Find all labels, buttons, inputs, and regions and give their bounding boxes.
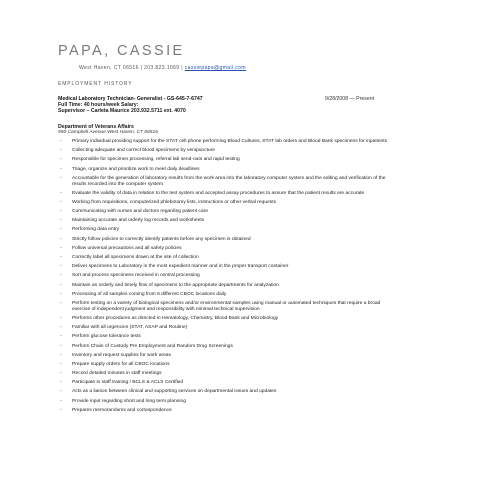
- contact-line: [79, 65, 246, 71]
- duty-item: [60, 176, 390, 188]
- bullet-dash: -: [60, 300, 62, 306]
- job-hours: Full Time: 40 hours/week Salary:: [58, 102, 139, 108]
- bullet-dash: -: [60, 264, 62, 270]
- duty-text: Collecting adequate and correct blood specimens by venipuncture: [72, 148, 216, 154]
- duty-text: Perform Chain of Custody Pre Employment and Random Drug Screenings: [72, 343, 233, 349]
- duty-item: [60, 167, 390, 173]
- duty-text: Maintain an orderly and timely flow of specimens to the appropriate departments for analyzation: [72, 282, 279, 288]
- bullet-dash: -: [60, 236, 62, 242]
- duty-item: [60, 227, 390, 233]
- duty-text: Prepare supply orders for all CBOC locations: [72, 361, 170, 367]
- duty-item: [60, 273, 390, 279]
- duty-text: Perform glucose tolerance tests: [72, 334, 141, 340]
- bullet-dash: -: [60, 371, 62, 377]
- bullet-dash: -: [60, 291, 62, 297]
- duty-item: [60, 316, 390, 322]
- duty-text: Evaluate the validity of data in relation to the test system and accepted assay procedures to assure that the patient results are accurate: [72, 190, 365, 196]
- duty-text: Performs other procedures as directed in Hematology, Chemistry, Blood Bank and Microbiology: [72, 315, 279, 321]
- duty-item: [60, 353, 390, 359]
- duty-item: [60, 371, 390, 377]
- duty-item: [60, 380, 390, 386]
- bullet-dash: -: [60, 190, 62, 196]
- duty-text: Processing of all samples coming from 6 different CBOC locations daily: [72, 291, 227, 297]
- duty-item: [60, 218, 390, 224]
- duty-text: Familiar with all urgencies (STAT, ASAP and Routine): [72, 325, 188, 331]
- duty-item: [60, 292, 390, 298]
- bullet-dash: -: [60, 343, 62, 349]
- duty-item: [60, 200, 390, 206]
- bullet-dash: -: [60, 175, 62, 181]
- duty-text: Communicating with nurses and doctors regarding patient care: [72, 209, 208, 215]
- employer-name: Department of Veterans Affairs: [58, 124, 134, 130]
- duty-item: [60, 148, 390, 154]
- bullet-dash: -: [60, 282, 62, 288]
- contact-details: West Haven, CT 06516 | 203.823.1069 |: [79, 65, 183, 71]
- duty-text: Provide input regarding short and long term planning: [72, 398, 186, 404]
- duty-item: [60, 301, 390, 313]
- duty-item: [60, 209, 390, 215]
- bullet-dash: -: [60, 218, 62, 224]
- duty-item: [60, 157, 390, 163]
- duty-text: Maintaining accurate and orderly log records and worksheets: [72, 218, 205, 224]
- duty-item: [60, 264, 390, 270]
- email-link[interactable]: cassiepapa@gmail.com: [184, 65, 246, 71]
- bullet-dash: -: [60, 255, 62, 261]
- bullet-dash: -: [60, 199, 62, 205]
- duties-list: [60, 139, 390, 417]
- bullet-dash: -: [60, 139, 62, 144]
- bullet-dash: -: [60, 148, 62, 154]
- duty-text: Deliver specimens to Laboratory in the most expedient manner and in the proper transport container: [72, 264, 289, 270]
- duty-text: Follow universal precautions and all safety policies: [72, 245, 182, 251]
- duty-item: [60, 246, 390, 252]
- duty-item: [60, 325, 390, 331]
- candidate-name: PAPA, CASSIE: [58, 43, 185, 59]
- bullet-dash: -: [60, 407, 62, 413]
- duty-text: Primary individual providing support for the STAT cell phone performing Blood Cultures, STAT lab orders and Blood Bank specimens for inpatients: [72, 139, 388, 144]
- bullet-dash: -: [60, 245, 62, 251]
- duty-text: Accountable for the generation of laboratory results from the work area into the laboratory computer system and the editing and verification of the results recorded into the computer system: [72, 175, 386, 187]
- bullet-dash: -: [60, 398, 62, 404]
- bullet-dash: -: [60, 389, 62, 395]
- duty-text: Perform testing on a variety of biological specimens and/or environmental samples using manual or automated techniques that require a broad exercise of independent judgment and responsibility with minimal technical supervision: [72, 300, 381, 312]
- duty-item: [60, 237, 390, 243]
- bullet-dash: -: [60, 380, 62, 386]
- duty-text: Prepares memorandums and correspondence: [72, 407, 172, 413]
- duty-item: [60, 255, 390, 261]
- bullet-dash: -: [60, 166, 62, 172]
- duty-item: [60, 344, 390, 350]
- job-supervisor: Supervisor – Carleta Maurice 203.932.5711 ext. 4070: [58, 108, 186, 114]
- bullet-dash: -: [60, 361, 62, 367]
- duty-item: [60, 389, 390, 395]
- job-dates: 9/28/2008 — Present: [325, 96, 375, 102]
- bullet-dash: -: [60, 352, 62, 358]
- section-heading: EMPLOYMENT HISTORY: [58, 81, 133, 87]
- bullet-dash: -: [60, 209, 62, 215]
- bullet-dash: -: [60, 273, 62, 279]
- duty-text: Correctly label all specimens drawn at the site of collection: [72, 255, 199, 261]
- bullet-dash: -: [60, 334, 62, 340]
- bullet-dash: -: [60, 157, 62, 163]
- duty-text: Working from requisitions, computerized phlebotomy lists, instructions or other verbal requests: [72, 199, 277, 205]
- bullet-dash: -: [60, 315, 62, 321]
- bullet-dash: -: [60, 325, 62, 331]
- duty-text: Responsible for specimen processing, referral lab send-outs and rapid testing: [72, 157, 240, 163]
- duty-item: [60, 362, 390, 368]
- bullet-dash: -: [60, 227, 62, 233]
- duty-item: [60, 334, 390, 340]
- duty-text: Inventory and request supplies for work areas: [72, 352, 171, 358]
- duty-item: [60, 139, 390, 145]
- duty-text: Strictly follow policies to correctly identify patients before any specimen is obtained: [72, 236, 251, 242]
- duty-text: Acts as a liaison between clinical and supporting services on departmental issues and updates: [72, 389, 277, 395]
- duty-text: Record detailed minutes in staff meetings: [72, 371, 162, 377]
- employer-address: 950 Campbell Avenue West Haven, CT 06516: [58, 130, 158, 135]
- duty-text: Participate in staff training / BCLS & ACLS Certified: [72, 380, 184, 386]
- duty-item: [60, 399, 390, 405]
- job-title: Medical Laboratory Technician- Generalist - GS-645-7-6747: [58, 96, 203, 102]
- duty-text: Sort and process specimens received in central processing: [72, 273, 200, 279]
- duty-item: [60, 191, 390, 197]
- duty-item: [60, 283, 390, 289]
- duty-item: [60, 408, 390, 414]
- duty-text: Triage, organize and prioritize work to meet daily deadlines: [72, 166, 200, 172]
- duty-text: Performing data entry: [72, 227, 120, 233]
